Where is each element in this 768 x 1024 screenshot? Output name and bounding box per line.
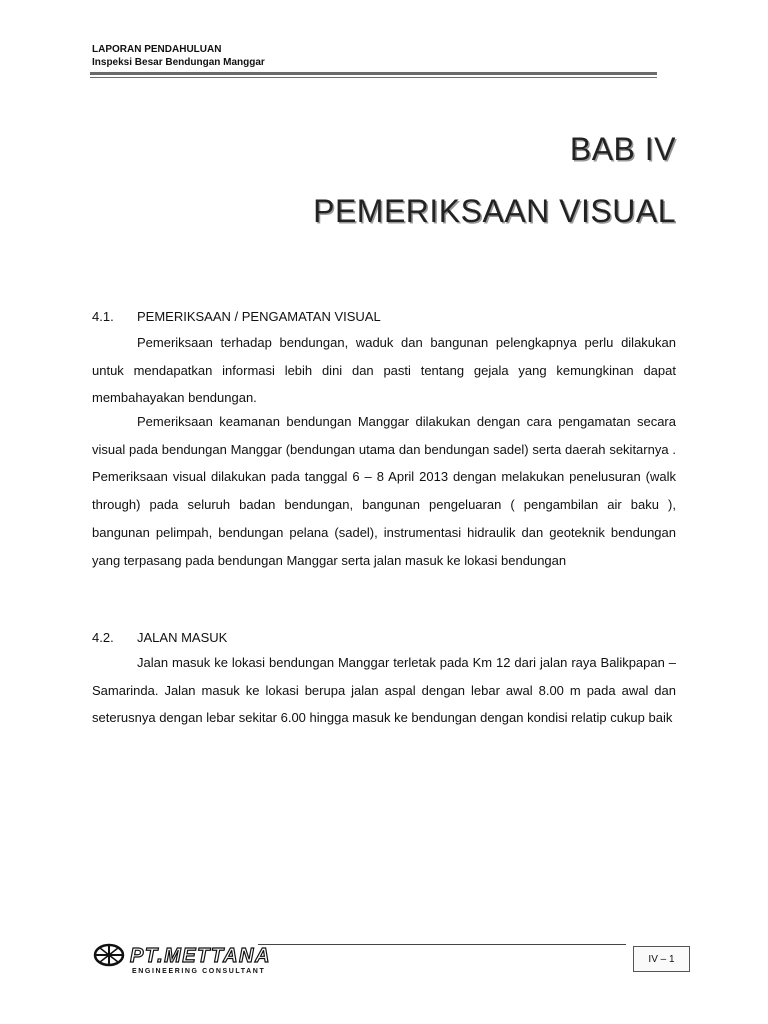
paragraph: Pemeriksaan keamanan bendungan Manggar dilakukan dengan cara pengamatan secara visual pada bendungan Manggar (bendungan utama dan bendungan sadel) serta daerah sekitarnya . Pemeriksaan visual dilakukan pada tanggal 6 – 8 April 2013 dengan melakukan penelusuran (walk through) pada seluruh badan bendungan, bangunan pengeluaran ( pengambilan air baku ), bangunan pelimpah, bendungan pelana (sadel), instrumentasi hidraulik dan geoteknik bendungan yang terpasang pada bendungan Manggar serta jalan masuk ke lokasi bendungan	[92, 414, 676, 568]
page-number: IV – 1	[633, 946, 690, 972]
section-heading-4-2	[92, 630, 227, 645]
header-report-title: LAPORAN PENDAHULUAN	[92, 44, 222, 55]
logo-subtitle: ENGINEERING CONSULTANT	[132, 968, 266, 975]
section-number: 4.2.	[92, 630, 114, 645]
section-heading-4-1	[92, 309, 381, 324]
section-title: PEMERIKSAAN / PENGAMATAN VISUAL	[137, 309, 381, 324]
section-title: JALAN MASUK	[137, 630, 228, 645]
company-logo	[92, 941, 272, 975]
paragraph: Jalan masuk ke lokasi bendungan Manggar terletak pada Km 12 dari jalan raya Balikpapan – Samarinda. Jalan masuk ke lokasi berupa jalan aspal dengan lebar awal 8.00 m pada awal dan seterusnya dengan lebar sekitar 6.00 hingga masuk ke bendungan dengan kondisi relatip cukup baik	[92, 655, 676, 726]
running-header	[92, 43, 265, 69]
header-rule-thin	[90, 77, 657, 78]
paragraph: Pemeriksaan terhadap bendungan, waduk dan bangunan pelengkapnya perlu dilakukan untuk mendapatkan informasi lebih dini dan pasti tentang gejala yang kemungkinan dapat membahayakan bendungan.	[92, 335, 676, 406]
header-rule	[90, 72, 657, 75]
chapter-number: BAB IV	[569, 131, 676, 167]
header-project-title: Inspeksi Besar Bendungan Manggar	[92, 57, 265, 68]
chapter-title: PEMERIKSAAN VISUAL	[313, 193, 676, 229]
logo-name: PT.METTANA	[130, 945, 271, 967]
section-number: 4.1.	[92, 309, 114, 324]
footer-rule	[258, 944, 626, 945]
logo-emblem-icon	[95, 945, 123, 965]
